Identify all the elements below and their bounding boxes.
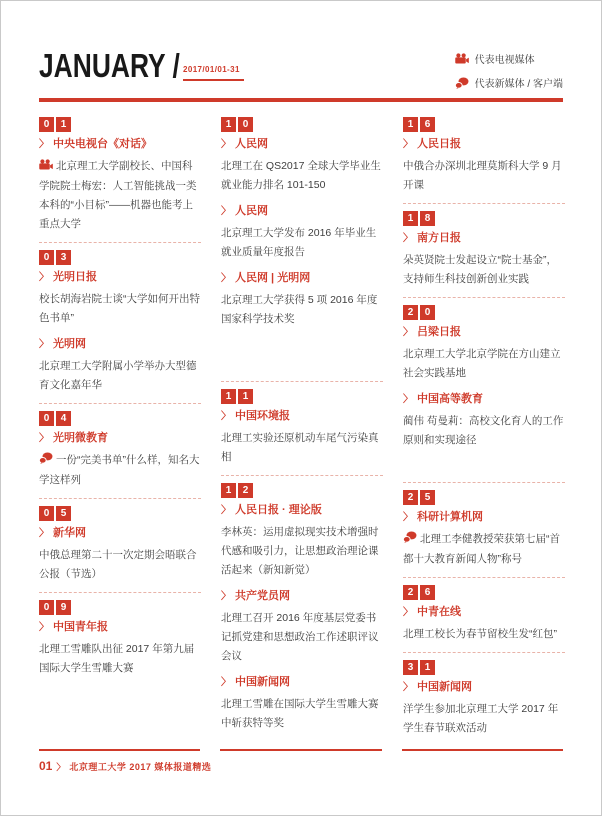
media-source-label: 人民日报 [417,138,461,150]
footer-rule-segment [220,749,381,751]
headline [403,157,565,195]
footer-rule [39,749,563,751]
headline [403,700,565,738]
chevron-icon: 〉 [39,139,49,150]
headline [221,695,383,733]
footer-rule-segment [39,749,200,751]
media-source-label: 人民网 [235,205,268,217]
media-source-label: 中国新闻网 [417,681,472,693]
media-source-label: 人民日报 · 理论版 [235,504,322,516]
headline [221,429,383,467]
media-source [39,270,201,285]
headline-text: 李林英：运用虚拟现实技术增强时代感和吸引力，让思想政治理论课活起来（新知新觉） [221,526,379,576]
date-badge [403,211,565,226]
chevron-icon: 〉 [221,139,231,150]
day-group [403,482,565,577]
media-source [221,204,383,219]
date-digit: 0 [420,305,435,320]
chevron-icon: 〉 [39,272,49,283]
chevron-icon: 〉 [221,505,231,516]
column-2 [221,110,383,741]
date-badge [39,411,201,426]
date-digit: 1 [221,389,236,404]
headline [221,224,383,262]
date-badge [39,117,201,132]
date-digit: 1 [221,117,236,132]
headline-text: 北理工李健教授荣获第七届“首都十大教育新闻人物”称号 [403,533,560,565]
date-digit: 0 [238,117,253,132]
headline [221,157,383,195]
column-1 [39,110,201,686]
day-group [39,403,201,498]
media-source-label: 中国环境报 [235,410,290,422]
chevron-icon: 〉 [221,677,231,688]
chevron-icon: 〉 [403,327,413,338]
headline [39,290,201,328]
headline [221,609,383,666]
video-camera-icon [455,53,469,64]
date-digit: 9 [56,600,71,615]
footer-rule-segment [402,749,563,751]
headline [221,523,383,580]
media-source-label: 人民网 | 光明网 [235,272,311,284]
media-source [39,526,201,541]
media-source [221,589,383,604]
date-digit: 5 [56,506,71,521]
date-digit: 3 [56,250,71,265]
page-footer [39,749,563,773]
date-digit: 5 [420,490,435,505]
headline-text: 洋学生参加北京理工大学 2017 年学生春节联欢活动 [403,703,559,734]
chat-bubbles-icon [403,531,417,550]
date-digit: 2 [403,490,418,505]
media-source [39,137,201,152]
media-source-label: 光明日报 [53,271,97,283]
media-source [221,675,383,690]
video-camera-icon [39,158,53,177]
date-digit: 2 [403,585,418,600]
headline-text: 校长胡海岩院士谈“大学如何开出特色书单” [39,293,200,324]
chevron-icon: 〉 [403,394,413,405]
media-source-label: 人民网 [235,138,268,150]
day-group [39,498,201,592]
date-digit: 8 [420,211,435,226]
media-source-label: 中央电视台《对话》 [53,138,152,150]
media-source [39,620,201,635]
date-range: 2017/01/01-31 [183,65,244,81]
headline-text: 北理工召开 2016 年度基层党委书记抓党建和思想政治工作述职评议会议 [221,612,379,662]
headline-text: 一份“完美书单”什么样，知名大学这样列 [39,454,200,486]
headline [403,251,565,289]
day-group [403,577,565,652]
media-source-label: 中青在线 [417,606,461,618]
legend-label: 代表新媒体 / 客户端 [474,79,563,90]
day-group [403,652,565,746]
news-columns [1,102,601,746]
headline-text: 北京理工大学获得 5 项 2016 年度国家科学技术奖 [221,294,378,325]
chevron-icon: 〉 [39,622,49,633]
date-digit: 3 [403,660,418,675]
chevron-icon: 〉 [221,273,231,284]
date-digit: 1 [56,117,71,132]
month-title: JANUARY / [39,47,180,84]
chevron-icon: 〉 [39,339,49,350]
headline-text: 朵英贤院士发起设立“院士基金”，支持师生科技创新创业实践 [403,254,557,285]
headline [39,640,201,678]
date-digit: 6 [420,117,435,132]
date-badge [221,117,383,132]
legend-item-new-media [455,75,563,90]
media-source [221,503,383,518]
headline [403,345,565,383]
date-digit: 2 [403,305,418,320]
date-badge [221,389,383,404]
day-group [39,242,201,403]
chevron-icon: 〉 [39,433,49,444]
media-source-label: 新华网 [53,527,86,539]
headline [39,357,201,395]
page-number: 01 [39,759,53,773]
headline [221,291,383,329]
chat-bubbles-icon [455,77,469,89]
day-group [221,110,383,337]
media-source-label: 科研计算机网 [417,511,483,523]
footer-text [39,759,563,773]
headline [403,530,565,569]
media-source [403,392,565,407]
media-source-label: 光明网 [53,338,86,350]
media-source-label: 光明微教育 [53,432,108,444]
date-badge [403,490,565,505]
column-3 [403,110,565,746]
headline-text: 北理工实验还原机动车尾气污染真相 [221,432,379,463]
media-source [39,337,201,352]
media-source [403,605,565,620]
date-digit: 0 [39,506,54,521]
date-badge [403,117,565,132]
headline-text: 中俄合办深圳北理莫斯科大学 9 月开课 [403,160,562,191]
chevron-icon: 〉 [221,411,231,422]
chevron-icon: 〉 [403,512,413,523]
day-group [221,475,383,741]
date-badge [39,250,201,265]
headline [39,157,201,234]
media-source [221,271,383,286]
page-header [1,1,601,90]
chevron-icon: 〉 [221,591,231,602]
media-source [221,409,383,424]
date-digit: 2 [238,483,253,498]
legend [455,51,563,90]
headline-text: 中俄总理第二十一次定期会晤联合公报（节选） [39,549,197,580]
media-source [39,431,201,446]
media-source [221,137,383,152]
media-source [403,680,565,695]
date-digit: 0 [39,250,54,265]
headline-text: 蔺伟 苟曼莉：高校文化育人的工作原则和实现途径 [403,415,564,446]
date-digit: 6 [420,585,435,600]
day-group [221,381,383,475]
media-source-label: 中国高等教育 [417,393,483,405]
date-digit: 1 [403,211,418,226]
media-source-label: 共产党员网 [235,590,290,602]
chevron-icon: 〉 [403,607,413,618]
date-digit: 1 [221,483,236,498]
media-source [403,325,565,340]
headline-text: 北理工雪雕在国际大学生雪雕大赛中斩获特等奖 [221,698,379,729]
media-source [403,137,565,152]
media-source-label: 中国新闻网 [235,676,290,688]
date-digit: 0 [39,117,54,132]
headline-text: 北理工在 QS2017 全球大学毕业生就业能力排名 101-150 [221,160,381,191]
media-source-label: 吕梁日报 [417,326,461,338]
media-source [403,510,565,525]
headline-text: 北京理工大学发布 2016 年毕业生就业质量年度报告 [221,227,377,258]
date-badge [39,506,201,521]
date-badge [39,600,201,615]
headline-text: 北京理工大学北京学院在方山建立社会实践基地 [403,348,561,379]
footer-title: 北京理工大学 2017 媒体报道精选 [69,762,212,772]
chevron-icon: 〉 [39,528,49,539]
media-source-label: 南方日报 [417,232,461,244]
headline [403,625,565,644]
chevron-icon: 〉 [403,682,413,693]
date-digit: 0 [39,600,54,615]
day-group [39,592,201,686]
headline-text: 北理工雪雕队出征 2017 年第九届国际大学生雪雕大赛 [39,643,195,674]
chat-bubbles-icon [39,452,53,471]
chevron-icon: 〉 [403,139,413,150]
date-badge [403,305,565,320]
date-badge [403,585,565,600]
date-digit: 1 [403,117,418,132]
headline [39,451,201,490]
chevron-icon: 〉 [56,762,66,772]
media-source-label: 中国青年报 [53,621,108,633]
chevron-icon: 〉 [403,233,413,244]
date-badge [221,483,383,498]
date-badge [403,660,565,675]
headline-text: 北京理工大学副校长、中国科学院院士梅宏：人工智能挑战一类本科的“小目标”——机器也能考上重点大学 [39,160,197,230]
day-group [403,203,565,297]
headline [403,412,565,450]
headline-text: 北京理工大学附属小学举办大型德育文化嘉年华 [39,360,197,391]
legend-label: 代表电视媒体 [474,55,535,66]
date-digit: 1 [420,660,435,675]
day-group [403,110,565,203]
headline-text: 北理工校长为春节留校生发“红包” [403,628,557,640]
date-digit: 4 [56,411,71,426]
day-group [39,110,201,242]
date-digit: 1 [238,389,253,404]
media-source [403,231,565,246]
chevron-icon: 〉 [221,206,231,217]
date-digit: 0 [39,411,54,426]
day-group [403,297,565,458]
headline [39,546,201,584]
legend-item-tv-media [455,51,563,66]
